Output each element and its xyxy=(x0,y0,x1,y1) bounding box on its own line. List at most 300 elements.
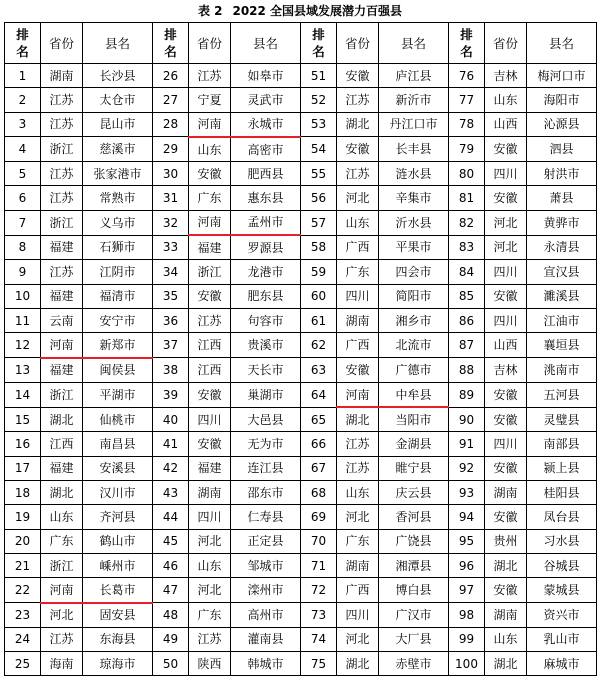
county-cell: 长沙县 xyxy=(83,64,153,88)
county-cell: 颍上县 xyxy=(527,456,597,480)
province-cell: 湖南 xyxy=(337,553,379,577)
county-cell: 平果市 xyxy=(379,235,449,260)
table-row xyxy=(5,308,597,332)
province-cell: 四川 xyxy=(337,284,379,308)
county-cell: 平湖市 xyxy=(83,382,153,407)
county-cell: 洮南市 xyxy=(527,358,597,383)
county-cell: 沂水县 xyxy=(379,210,449,235)
province-cell: 江苏 xyxy=(337,162,379,186)
county-cell: 湘乡市 xyxy=(379,308,449,332)
header-province: 省份 xyxy=(485,23,527,64)
province-cell: 安徽 xyxy=(485,186,527,210)
county-cell: 南昌县 xyxy=(83,432,153,456)
rank-cell: 7 xyxy=(5,210,41,235)
county-cell: 连江县 xyxy=(231,456,301,480)
table-row xyxy=(5,235,597,260)
rank-cell: 65 xyxy=(301,407,337,432)
rank-cell: 93 xyxy=(449,481,485,505)
rank-cell: 91 xyxy=(449,432,485,456)
county-cell: 香河县 xyxy=(379,505,449,529)
province-cell: 湖南 xyxy=(189,481,231,505)
province-cell: 四川 xyxy=(189,407,231,432)
province-cell: 浙江 xyxy=(41,137,83,162)
county-cell: 濉溪县 xyxy=(527,284,597,308)
table-body xyxy=(5,64,597,676)
county-cell: 江阴市 xyxy=(83,260,153,284)
rank-cell: 36 xyxy=(153,308,189,332)
table-row xyxy=(5,358,597,383)
county-cell: 广德市 xyxy=(379,358,449,383)
province-cell: 湖南 xyxy=(485,603,527,628)
county-cell: 高州市 xyxy=(231,603,301,628)
province-cell: 浙江 xyxy=(41,553,83,577)
table-row xyxy=(5,456,597,480)
rank-cell: 11 xyxy=(5,308,41,332)
header-rank xyxy=(301,23,337,64)
province-cell: 江苏 xyxy=(189,308,231,332)
county-cell: 中牟县 xyxy=(379,382,449,407)
county-cell: 永清县 xyxy=(527,235,597,260)
rank-cell: 31 xyxy=(153,186,189,210)
province-cell: 山西 xyxy=(485,112,527,137)
rank-cell: 90 xyxy=(449,407,485,432)
province-cell: 湖北 xyxy=(485,652,527,676)
table-row xyxy=(5,186,597,210)
province-cell: 山东 xyxy=(485,88,527,112)
header-rank-bottom: 名 xyxy=(460,44,473,59)
rank-cell: 10 xyxy=(5,284,41,308)
province-cell: 安徽 xyxy=(485,456,527,480)
province-cell: 河南 xyxy=(189,210,231,235)
table-row xyxy=(5,137,597,162)
province-cell: 云南 xyxy=(41,308,83,332)
county-cell: 涟水县 xyxy=(379,162,449,186)
rank-cell: 74 xyxy=(301,627,337,651)
rank-cell: 22 xyxy=(5,578,41,603)
province-cell: 江苏 xyxy=(41,88,83,112)
rank-cell: 98 xyxy=(449,603,485,628)
rank-cell: 95 xyxy=(449,529,485,553)
county-cell: 庆云县 xyxy=(379,481,449,505)
province-cell: 山东 xyxy=(337,210,379,235)
rank-cell: 34 xyxy=(153,260,189,284)
rank-cell: 46 xyxy=(153,553,189,577)
table-row xyxy=(5,88,597,112)
county-cell: 安宁市 xyxy=(83,308,153,332)
header-province: 省份 xyxy=(41,23,83,64)
rank-cell: 69 xyxy=(301,505,337,529)
county-cell: 广饶县 xyxy=(379,529,449,553)
rank-cell: 52 xyxy=(301,88,337,112)
rank-cell: 70 xyxy=(301,529,337,553)
rank-cell: 42 xyxy=(153,456,189,480)
header-county: 县名 xyxy=(527,23,597,64)
province-cell: 安徽 xyxy=(485,578,527,603)
county-cell: 常熟市 xyxy=(83,186,153,210)
header-province: 省份 xyxy=(337,23,379,64)
county-cell: 蒙城县 xyxy=(527,578,597,603)
province-cell: 广东 xyxy=(41,529,83,553)
county-cell: 罗源县 xyxy=(231,235,301,260)
rank-cell: 50 xyxy=(153,652,189,676)
province-cell: 湖南 xyxy=(41,64,83,88)
rank-cell: 41 xyxy=(153,432,189,456)
rank-cell: 4 xyxy=(5,137,41,162)
rank-cell: 25 xyxy=(5,652,41,676)
county-cell: 太仓市 xyxy=(83,88,153,112)
province-cell: 江苏 xyxy=(41,162,83,186)
rank-cell: 13 xyxy=(5,358,41,383)
province-cell: 广东 xyxy=(189,603,231,628)
rank-cell: 75 xyxy=(301,652,337,676)
county-cell: 习水县 xyxy=(527,529,597,553)
rank-cell: 97 xyxy=(449,578,485,603)
county-cell: 四会市 xyxy=(379,260,449,284)
county-cell: 义乌市 xyxy=(83,210,153,235)
province-cell: 广东 xyxy=(337,529,379,553)
county-cell: 汉川市 xyxy=(83,481,153,505)
province-cell: 福建 xyxy=(41,284,83,308)
county-cell: 昆山市 xyxy=(83,112,153,137)
province-cell: 安徽 xyxy=(189,382,231,407)
province-cell: 江苏 xyxy=(41,627,83,651)
county-cell: 大厂县 xyxy=(379,627,449,651)
rank-cell: 84 xyxy=(449,260,485,284)
header-rank-bottom: 名 xyxy=(312,44,325,59)
province-cell: 山西 xyxy=(485,333,527,358)
county-cell: 南部县 xyxy=(527,432,597,456)
rank-cell: 20 xyxy=(5,529,41,553)
table-row xyxy=(5,627,597,651)
rank-cell: 17 xyxy=(5,456,41,480)
rank-cell: 32 xyxy=(153,210,189,235)
province-cell: 河北 xyxy=(485,235,527,260)
header-rank xyxy=(153,23,189,64)
county-cell: 宣汉县 xyxy=(527,260,597,284)
table-row xyxy=(5,284,597,308)
province-cell: 福建 xyxy=(189,456,231,480)
county-cell: 巢湖市 xyxy=(231,382,301,407)
table-row xyxy=(5,529,597,553)
county-cell: 灌南县 xyxy=(231,627,301,651)
rank-cell: 56 xyxy=(301,186,337,210)
header-rank-top: 排 xyxy=(460,27,473,42)
province-cell: 湖北 xyxy=(337,407,379,432)
province-cell: 山东 xyxy=(189,553,231,577)
province-cell: 江苏 xyxy=(41,260,83,284)
county-cell: 安溪县 xyxy=(83,456,153,480)
province-cell: 湖北 xyxy=(337,112,379,137)
table-row xyxy=(5,112,597,137)
province-cell: 河北 xyxy=(189,529,231,553)
rank-cell: 5 xyxy=(5,162,41,186)
rank-cell: 79 xyxy=(449,137,485,162)
rank-cell: 99 xyxy=(449,627,485,651)
county-cell: 辛集市 xyxy=(379,186,449,210)
table-row xyxy=(5,432,597,456)
rank-cell: 51 xyxy=(301,64,337,88)
header-rank xyxy=(449,23,485,64)
rank-cell: 62 xyxy=(301,333,337,358)
table-caption-text: 2022 全国县域发展潜力百强县 xyxy=(232,4,403,18)
county-cell: 海阳市 xyxy=(527,88,597,112)
province-cell: 安徽 xyxy=(337,358,379,383)
province-cell: 河北 xyxy=(337,186,379,210)
rank-cell: 47 xyxy=(153,578,189,603)
county-cell: 齐河县 xyxy=(83,505,153,529)
county-cell: 天长市 xyxy=(231,358,301,383)
county-cell: 大邑县 xyxy=(231,407,301,432)
province-cell: 安徽 xyxy=(485,382,527,407)
rank-cell: 23 xyxy=(5,603,41,628)
province-cell: 江西 xyxy=(41,432,83,456)
rank-cell: 61 xyxy=(301,308,337,332)
county-cell: 五河县 xyxy=(527,382,597,407)
province-cell: 广西 xyxy=(337,578,379,603)
header-rank-top: 排 xyxy=(164,27,177,42)
province-cell: 江苏 xyxy=(337,456,379,480)
table-row xyxy=(5,382,597,407)
province-cell: 广西 xyxy=(337,235,379,260)
rank-cell: 6 xyxy=(5,186,41,210)
rank-cell: 63 xyxy=(301,358,337,383)
province-cell: 江苏 xyxy=(337,88,379,112)
header-rank-bottom: 名 xyxy=(16,44,29,59)
county-cell: 新沂市 xyxy=(379,88,449,112)
rank-cell: 37 xyxy=(153,333,189,358)
province-cell: 安徽 xyxy=(485,137,527,162)
county-cell: 射洪市 xyxy=(527,162,597,186)
county-cell: 孟州市 xyxy=(231,210,301,235)
province-cell: 吉林 xyxy=(485,358,527,383)
province-cell: 江西 xyxy=(189,333,231,358)
header-rank-top: 排 xyxy=(16,27,29,42)
county-cell: 闽侯县 xyxy=(83,358,153,383)
province-cell: 安徽 xyxy=(189,284,231,308)
province-cell: 浙江 xyxy=(41,210,83,235)
county-cell: 江油市 xyxy=(527,308,597,332)
province-cell: 河北 xyxy=(485,210,527,235)
county-cell: 永城市 xyxy=(231,112,301,137)
header-rank xyxy=(5,23,41,64)
province-cell: 山东 xyxy=(485,627,527,651)
rank-cell: 2 xyxy=(5,88,41,112)
province-cell: 安徽 xyxy=(485,505,527,529)
rank-cell: 57 xyxy=(301,210,337,235)
county-cell: 赤壁市 xyxy=(379,652,449,676)
province-cell: 安徽 xyxy=(337,137,379,162)
province-cell: 福建 xyxy=(41,456,83,480)
rank-cell: 35 xyxy=(153,284,189,308)
county-cell: 睢宁县 xyxy=(379,456,449,480)
table-caption xyxy=(0,0,600,22)
province-cell: 河南 xyxy=(41,578,83,603)
county-cell: 句容市 xyxy=(231,308,301,332)
rank-cell: 53 xyxy=(301,112,337,137)
rank-cell: 15 xyxy=(5,407,41,432)
province-cell: 江苏 xyxy=(189,64,231,88)
header-county: 县名 xyxy=(83,23,153,64)
county-cell: 慈溪市 xyxy=(83,137,153,162)
county-cell: 滦州市 xyxy=(231,578,301,603)
header-county: 县名 xyxy=(231,23,301,64)
header-county: 县名 xyxy=(379,23,449,64)
province-cell: 福建 xyxy=(41,358,83,383)
table-row xyxy=(5,64,597,88)
county-cell: 北流市 xyxy=(379,333,449,358)
county-cell: 湘潭县 xyxy=(379,553,449,577)
county-cell: 鹤山市 xyxy=(83,529,153,553)
rank-cell: 80 xyxy=(449,162,485,186)
ranking-table xyxy=(4,22,597,676)
county-cell: 正定县 xyxy=(231,529,301,553)
province-cell: 湖南 xyxy=(337,308,379,332)
county-cell: 惠东县 xyxy=(231,186,301,210)
province-cell: 江苏 xyxy=(337,432,379,456)
rank-cell: 78 xyxy=(449,112,485,137)
rank-cell: 82 xyxy=(449,210,485,235)
county-cell: 博白县 xyxy=(379,578,449,603)
county-cell: 资兴市 xyxy=(527,603,597,628)
rank-cell: 38 xyxy=(153,358,189,383)
province-cell: 山东 xyxy=(189,137,231,162)
rank-cell: 24 xyxy=(5,627,41,651)
rank-cell: 71 xyxy=(301,553,337,577)
county-cell: 长丰县 xyxy=(379,137,449,162)
county-cell: 长葛市 xyxy=(83,578,153,603)
county-cell: 麻城市 xyxy=(527,652,597,676)
province-cell: 四川 xyxy=(189,505,231,529)
province-cell: 安徽 xyxy=(189,162,231,186)
county-cell: 东海县 xyxy=(83,627,153,651)
county-cell: 灵武市 xyxy=(231,88,301,112)
county-cell: 灵璧县 xyxy=(527,407,597,432)
province-cell: 宁夏 xyxy=(189,88,231,112)
table-row xyxy=(5,652,597,676)
rank-cell: 8 xyxy=(5,235,41,260)
rank-cell: 48 xyxy=(153,603,189,628)
province-cell: 四川 xyxy=(485,432,527,456)
province-cell: 山东 xyxy=(41,505,83,529)
province-cell: 湖北 xyxy=(485,553,527,577)
header-rank-bottom: 名 xyxy=(164,44,177,59)
county-cell: 凤台县 xyxy=(527,505,597,529)
county-cell: 贵溪市 xyxy=(231,333,301,358)
province-cell: 浙江 xyxy=(41,382,83,407)
rank-cell: 29 xyxy=(153,137,189,162)
county-cell: 谷城县 xyxy=(527,553,597,577)
rank-cell: 9 xyxy=(5,260,41,284)
county-cell: 无为市 xyxy=(231,432,301,456)
rank-cell: 14 xyxy=(5,382,41,407)
province-cell: 湖北 xyxy=(41,407,83,432)
table-row xyxy=(5,407,597,432)
table-row xyxy=(5,333,597,358)
rank-cell: 66 xyxy=(301,432,337,456)
rank-cell: 33 xyxy=(153,235,189,260)
county-cell: 泗县 xyxy=(527,137,597,162)
province-cell: 四川 xyxy=(485,162,527,186)
province-cell: 安徽 xyxy=(485,284,527,308)
county-cell: 石狮市 xyxy=(83,235,153,260)
county-cell: 当阳市 xyxy=(379,407,449,432)
county-cell: 仙桃市 xyxy=(83,407,153,432)
rank-cell: 86 xyxy=(449,308,485,332)
county-cell: 韩城市 xyxy=(231,652,301,676)
header-rank-top: 排 xyxy=(312,27,325,42)
rank-cell: 88 xyxy=(449,358,485,383)
table-row xyxy=(5,578,597,603)
county-cell: 简阳市 xyxy=(379,284,449,308)
province-cell: 河北 xyxy=(189,578,231,603)
province-cell: 山东 xyxy=(337,481,379,505)
county-cell: 庐江县 xyxy=(379,64,449,88)
table-row xyxy=(5,603,597,628)
rank-cell: 92 xyxy=(449,456,485,480)
county-cell: 桂阳县 xyxy=(527,481,597,505)
rank-cell: 26 xyxy=(153,64,189,88)
county-cell: 邹城市 xyxy=(231,553,301,577)
header-row xyxy=(5,23,597,64)
county-cell: 丹江口市 xyxy=(379,112,449,137)
rank-cell: 55 xyxy=(301,162,337,186)
rank-cell: 73 xyxy=(301,603,337,628)
province-cell: 江苏 xyxy=(189,627,231,651)
county-cell: 福清市 xyxy=(83,284,153,308)
province-cell: 江西 xyxy=(189,358,231,383)
rank-cell: 76 xyxy=(449,64,485,88)
province-cell: 江苏 xyxy=(41,186,83,210)
province-cell: 四川 xyxy=(485,308,527,332)
county-cell: 如皋市 xyxy=(231,64,301,88)
province-cell: 海南 xyxy=(41,652,83,676)
province-cell: 河北 xyxy=(41,603,83,628)
province-cell: 湖北 xyxy=(41,481,83,505)
table-row xyxy=(5,505,597,529)
table-row xyxy=(5,481,597,505)
province-cell: 广西 xyxy=(337,333,379,358)
rank-cell: 94 xyxy=(449,505,485,529)
rank-cell: 21 xyxy=(5,553,41,577)
province-cell: 贵州 xyxy=(485,529,527,553)
table-row xyxy=(5,210,597,235)
rank-cell: 89 xyxy=(449,382,485,407)
county-cell: 肥西县 xyxy=(231,162,301,186)
rank-cell: 16 xyxy=(5,432,41,456)
rank-cell: 60 xyxy=(301,284,337,308)
rank-cell: 28 xyxy=(153,112,189,137)
county-cell: 琼海市 xyxy=(83,652,153,676)
province-cell: 浙江 xyxy=(189,260,231,284)
province-cell: 河北 xyxy=(337,627,379,651)
province-cell: 广东 xyxy=(189,186,231,210)
rank-cell: 87 xyxy=(449,333,485,358)
rank-cell: 100 xyxy=(449,652,485,676)
rank-cell: 96 xyxy=(449,553,485,577)
province-cell: 吉林 xyxy=(485,64,527,88)
province-cell: 四川 xyxy=(337,603,379,628)
county-cell: 襄垣县 xyxy=(527,333,597,358)
rank-cell: 40 xyxy=(153,407,189,432)
county-cell: 广汉市 xyxy=(379,603,449,628)
rank-cell: 77 xyxy=(449,88,485,112)
rank-cell: 49 xyxy=(153,627,189,651)
rank-cell: 43 xyxy=(153,481,189,505)
province-cell: 福建 xyxy=(189,235,231,260)
county-cell: 龙港市 xyxy=(231,260,301,284)
rank-cell: 39 xyxy=(153,382,189,407)
table-row xyxy=(5,162,597,186)
